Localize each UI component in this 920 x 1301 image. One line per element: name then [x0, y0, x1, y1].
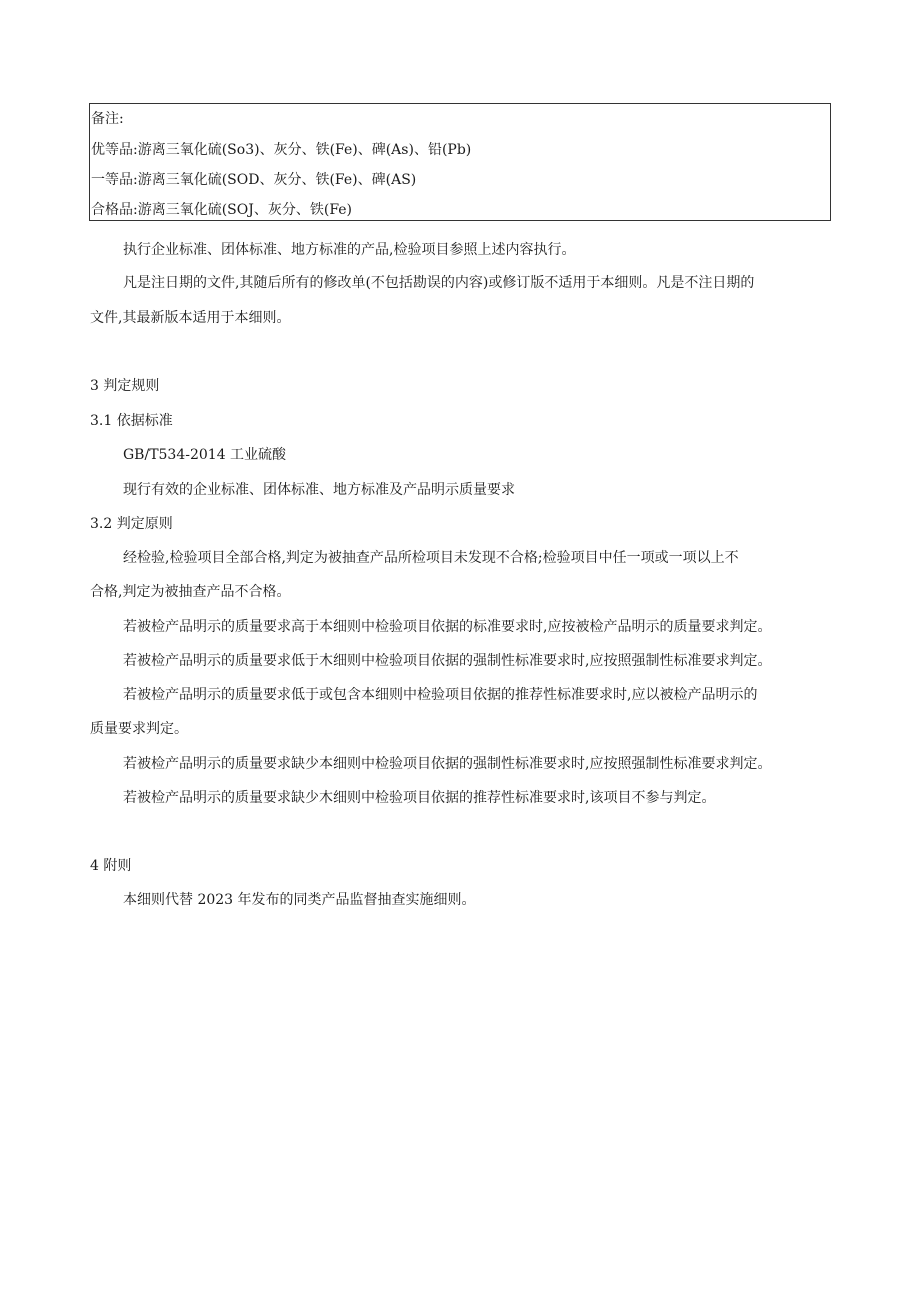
intro-paragraph-1: 执行企业标准、团体标准、地方标准的产品,检验项目参照上述内容执行。	[123, 242, 576, 258]
section-3-1-heading: 3.1 依据标准	[90, 413, 173, 429]
principle-6: 若被检产品明示的质量要求缺少木细则中检验项目依据的推荐性标准要求时,该项目不参与判定。	[123, 790, 716, 806]
notes-line-premium: 优等品:游离三氧化硫(So3)、灰分、铁(Fe)、碑(As)、铅(Pb)	[91, 142, 472, 158]
notes-line-first-grade: 一等品:游离三氧化硫(SOD、灰分、铁(Fe)、碑(AS)	[91, 172, 417, 188]
section-4-heading: 4 附则	[90, 858, 132, 874]
supplementary-paragraph: 本细则代替 2023 年发布的同类产品监督抽查实施细则。	[123, 892, 476, 908]
intro-paragraph-2-line-1: 凡是注日期的文件,其随后所有的修改单(不包括勘误的内容)或修订版不适用于本细则。凡是不注日期的	[123, 275, 755, 291]
principle-4-line-2: 质量要求判定。	[90, 721, 188, 737]
standard-item-1: GB/T534-2014 工业硫酸	[123, 447, 287, 463]
principle-4-line-1: 若被检产品明示的质量要求低于或包含本细则中检验项目依据的推荐性标准要求时,应以被检产品明示的	[123, 687, 758, 703]
section-3-2-heading: 3.2 判定原则	[90, 516, 173, 532]
principle-5: 若被检产品明示的质量要求缺少本细则中检验项目依据的强制性标准要求时,应按照强制性标准要求判定。	[123, 756, 772, 772]
principle-3: 若被检产品明示的质量要求低于木细则中检验项目依据的强制性标准要求时,应按照强制性标准要求判定。	[123, 653, 772, 669]
principle-1-line-2: 合格,判定为被抽查产品不合格。	[90, 584, 291, 600]
standard-item-2: 现行有效的企业标准、团体标准、地方标准及产品明示质量要求	[123, 482, 515, 498]
principle-1-line-1: 经检验,检验项目全部合格,判定为被抽查产品所检项目未发现不合格;检验项目中任一项或一项以上不	[123, 550, 739, 566]
section-3-heading: 3 判定规则	[90, 378, 160, 394]
notes-title: 备注:	[91, 111, 124, 127]
principle-2: 若被检产品明示的质量要求高于本细则中检验项目依据的标准要求时,应按被检产品明示的质量要求判定。	[123, 619, 772, 635]
notes-box	[89, 103, 831, 221]
intro-paragraph-2-line-2: 文件,其最新版本适用于本细则。	[90, 310, 291, 326]
notes-line-qualified: 合格品:游离三氧化硫(SOJ、灰分、铁(Fe)	[91, 202, 353, 218]
